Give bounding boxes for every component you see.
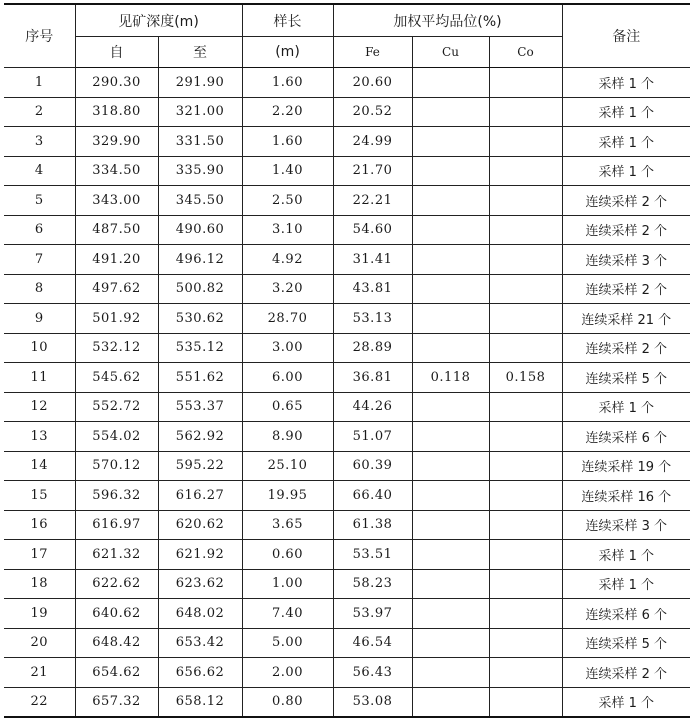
table-row (4, 481, 690, 511)
cell-co-grade (489, 569, 562, 599)
cell-cu-grade (412, 245, 489, 275)
cell-no: 6 (4, 215, 75, 245)
cell-co-grade (489, 333, 562, 363)
cell-no: 22 (4, 687, 75, 717)
cell-sample-length: 19.95 (242, 481, 333, 511)
cell-depth-from: 622.62 (75, 569, 158, 599)
cell-co-grade (489, 658, 562, 688)
cell-fe-grade: 54.60 (333, 215, 412, 245)
cell-depth-to: 620.62 (158, 510, 242, 540)
cell-note: 连续采样 2 个 (562, 186, 690, 216)
cell-note: 连续采样 2 个 (562, 215, 690, 245)
cell-note: 采样 1 个 (562, 156, 690, 186)
cell-co-grade (489, 127, 562, 157)
table-row (4, 186, 690, 216)
cell-cu-grade (412, 569, 489, 599)
cell-sample-length: 1.60 (242, 127, 333, 157)
cell-co-grade (489, 451, 562, 481)
cell-depth-from: 552.72 (75, 392, 158, 422)
cell-sample-length: 3.65 (242, 510, 333, 540)
header-length: 样长 (242, 4, 333, 37)
cell-depth-from: 532.12 (75, 333, 158, 363)
cell-sample-length: 25.10 (242, 451, 333, 481)
cell-cu-grade (412, 628, 489, 658)
cell-cu-grade (412, 392, 489, 422)
cell-no: 11 (4, 363, 75, 393)
cell-sample-length: 2.20 (242, 97, 333, 127)
cell-co-grade (489, 628, 562, 658)
cell-depth-from: 487.50 (75, 215, 158, 245)
cell-fe-grade: 51.07 (333, 422, 412, 452)
cell-note: 连续采样 3 个 (562, 510, 690, 540)
cell-cu-grade (412, 687, 489, 717)
cell-co-grade (489, 599, 562, 629)
cell-depth-from: 570.12 (75, 451, 158, 481)
table-row (4, 510, 690, 540)
cell-note: 采样 1 个 (562, 68, 690, 98)
cell-co-grade (489, 540, 562, 570)
cell-depth-from: 648.42 (75, 628, 158, 658)
table-row (4, 274, 690, 304)
cell-cu-grade (412, 422, 489, 452)
cell-depth-from: 545.62 (75, 363, 158, 393)
cell-note: 连续采样 5 个 (562, 363, 690, 393)
cell-co-grade (489, 245, 562, 275)
cell-no: 14 (4, 451, 75, 481)
header-from: 自 (75, 37, 158, 68)
cell-sample-length: 3.20 (242, 274, 333, 304)
cell-fe-grade: 46.54 (333, 628, 412, 658)
cell-co-grade (489, 392, 562, 422)
header-co: Co (489, 37, 562, 68)
cell-depth-to: 496.12 (158, 245, 242, 275)
cell-depth-from: 657.32 (75, 687, 158, 717)
cell-depth-to: 551.62 (158, 363, 242, 393)
cell-no: 7 (4, 245, 75, 275)
table-header (4, 4, 690, 68)
table-row (4, 245, 690, 275)
cell-cu-grade (412, 481, 489, 511)
cell-depth-to: 345.50 (158, 186, 242, 216)
cell-co-grade (489, 304, 562, 334)
cell-no: 1 (4, 68, 75, 98)
table-row (4, 156, 690, 186)
cell-sample-length: 5.00 (242, 628, 333, 658)
cell-sample-length: 1.00 (242, 569, 333, 599)
cell-fe-grade: 31.41 (333, 245, 412, 275)
cell-co-grade (489, 97, 562, 127)
header-depth: 见矿深度(m) (75, 4, 242, 37)
cell-cu-grade (412, 97, 489, 127)
header-fe: Fe (333, 37, 412, 68)
cell-fe-grade: 53.51 (333, 540, 412, 570)
cell-no: 4 (4, 156, 75, 186)
cell-depth-from: 554.02 (75, 422, 158, 452)
cell-depth-from: 497.62 (75, 274, 158, 304)
cell-co-grade (489, 510, 562, 540)
table-row (4, 215, 690, 245)
cell-co-grade (489, 68, 562, 98)
cell-no: 19 (4, 599, 75, 629)
cell-fe-grade: 36.81 (333, 363, 412, 393)
header-note: 备注 (562, 4, 690, 68)
table-row (4, 658, 690, 688)
header-length-unit: (m) (242, 37, 333, 68)
cell-depth-to: 658.12 (158, 687, 242, 717)
cell-no: 2 (4, 97, 75, 127)
table-row (4, 628, 690, 658)
cell-no: 12 (4, 392, 75, 422)
cell-fe-grade: 21.70 (333, 156, 412, 186)
cell-depth-from: 501.92 (75, 304, 158, 334)
cell-depth-from: 343.00 (75, 186, 158, 216)
cell-fe-grade: 20.52 (333, 97, 412, 127)
table-row (4, 363, 690, 393)
cell-cu-grade (412, 186, 489, 216)
cell-fe-grade: 20.60 (333, 68, 412, 98)
table-row (4, 599, 690, 629)
cell-fe-grade: 61.38 (333, 510, 412, 540)
table-row (4, 304, 690, 334)
cell-co-grade (489, 422, 562, 452)
cell-sample-length: 0.80 (242, 687, 333, 717)
cell-note: 采样 1 个 (562, 540, 690, 570)
cell-fe-grade: 60.39 (333, 451, 412, 481)
table-row (4, 687, 690, 717)
ore-sampling-table (4, 3, 690, 718)
cell-depth-from: 621.32 (75, 540, 158, 570)
cell-depth-to: 595.22 (158, 451, 242, 481)
cell-sample-length: 2.00 (242, 658, 333, 688)
cell-no: 20 (4, 628, 75, 658)
cell-sample-length: 0.65 (242, 392, 333, 422)
cell-sample-length: 28.70 (242, 304, 333, 334)
cell-depth-to: 490.60 (158, 215, 242, 245)
table-row (4, 97, 690, 127)
cell-cu-grade (412, 215, 489, 245)
cell-sample-length: 2.50 (242, 186, 333, 216)
cell-depth-from: 640.62 (75, 599, 158, 629)
cell-depth-from: 654.62 (75, 658, 158, 688)
cell-depth-to: 321.00 (158, 97, 242, 127)
cell-depth-from: 290.30 (75, 68, 158, 98)
cell-cu-grade (412, 540, 489, 570)
cell-sample-length: 1.40 (242, 156, 333, 186)
cell-depth-to: 621.92 (158, 540, 242, 570)
header-cu: Cu (412, 37, 489, 68)
table-row (4, 540, 690, 570)
cell-depth-to: 562.92 (158, 422, 242, 452)
cell-depth-to: 530.62 (158, 304, 242, 334)
cell-fe-grade: 24.99 (333, 127, 412, 157)
cell-depth-to: 291.90 (158, 68, 242, 98)
cell-fe-grade: 53.08 (333, 687, 412, 717)
cell-cu-grade (412, 304, 489, 334)
table-row (4, 68, 690, 98)
cell-cu-grade (412, 510, 489, 540)
cell-no: 16 (4, 510, 75, 540)
cell-cu-grade (412, 599, 489, 629)
cell-sample-length: 0.60 (242, 540, 333, 570)
cell-note: 连续采样 19 个 (562, 451, 690, 481)
cell-depth-from: 329.90 (75, 127, 158, 157)
cell-depth-to: 656.62 (158, 658, 242, 688)
cell-depth-from: 491.20 (75, 245, 158, 275)
cell-depth-to: 331.50 (158, 127, 242, 157)
cell-note: 连续采样 16 个 (562, 481, 690, 511)
cell-fe-grade: 44.26 (333, 392, 412, 422)
header-grade: 加权平均品位(%) (333, 4, 562, 37)
cell-note: 连续采样 2 个 (562, 333, 690, 363)
cell-co-grade (489, 481, 562, 511)
cell-co-grade (489, 215, 562, 245)
cell-cu-grade (412, 68, 489, 98)
cell-depth-to: 653.42 (158, 628, 242, 658)
cell-fe-grade: 28.89 (333, 333, 412, 363)
cell-no: 9 (4, 304, 75, 334)
cell-no: 13 (4, 422, 75, 452)
table-row (4, 333, 690, 363)
cell-depth-to: 648.02 (158, 599, 242, 629)
cell-depth-to: 335.90 (158, 156, 242, 186)
cell-note: 采样 1 个 (562, 687, 690, 717)
cell-depth-to: 500.82 (158, 274, 242, 304)
cell-depth-to: 623.62 (158, 569, 242, 599)
cell-co-grade (489, 687, 562, 717)
table-row (4, 422, 690, 452)
cell-cu-grade (412, 451, 489, 481)
cell-cu-grade: 0.118 (412, 363, 489, 393)
cell-note: 连续采样 5 个 (562, 628, 690, 658)
cell-note: 采样 1 个 (562, 97, 690, 127)
cell-fe-grade: 22.21 (333, 186, 412, 216)
cell-depth-from: 334.50 (75, 156, 158, 186)
table-body (4, 68, 690, 718)
cell-depth-from: 318.80 (75, 97, 158, 127)
cell-fe-grade: 43.81 (333, 274, 412, 304)
cell-sample-length: 7.40 (242, 599, 333, 629)
cell-sample-length: 8.90 (242, 422, 333, 452)
cell-fe-grade: 58.23 (333, 569, 412, 599)
cell-note: 采样 1 个 (562, 392, 690, 422)
cell-no: 17 (4, 540, 75, 570)
cell-co-grade (489, 274, 562, 304)
cell-note: 连续采样 3 个 (562, 245, 690, 275)
cell-sample-length: 4.92 (242, 245, 333, 275)
cell-co-grade (489, 156, 562, 186)
header-to: 至 (158, 37, 242, 68)
cell-no: 5 (4, 186, 75, 216)
cell-note: 连续采样 21 个 (562, 304, 690, 334)
cell-sample-length: 6.00 (242, 363, 333, 393)
cell-cu-grade (412, 274, 489, 304)
cell-no: 15 (4, 481, 75, 511)
header-no: 序号 (4, 4, 75, 68)
cell-depth-to: 616.27 (158, 481, 242, 511)
cell-sample-length: 1.60 (242, 68, 333, 98)
cell-no: 21 (4, 658, 75, 688)
cell-depth-from: 596.32 (75, 481, 158, 511)
cell-sample-length: 3.00 (242, 333, 333, 363)
cell-sample-length: 3.10 (242, 215, 333, 245)
cell-note: 连续采样 2 个 (562, 274, 690, 304)
cell-cu-grade (412, 156, 489, 186)
cell-no: 18 (4, 569, 75, 599)
table-row (4, 392, 690, 422)
cell-cu-grade (412, 658, 489, 688)
cell-no: 10 (4, 333, 75, 363)
cell-note: 采样 1 个 (562, 569, 690, 599)
cell-cu-grade (412, 333, 489, 363)
cell-note: 连续采样 6 个 (562, 422, 690, 452)
cell-fe-grade: 53.13 (333, 304, 412, 334)
table-row (4, 127, 690, 157)
table-row (4, 451, 690, 481)
cell-co-grade (489, 186, 562, 216)
cell-depth-to: 553.37 (158, 392, 242, 422)
cell-note: 采样 1 个 (562, 127, 690, 157)
cell-co-grade: 0.158 (489, 363, 562, 393)
cell-cu-grade (412, 127, 489, 157)
cell-fe-grade: 53.97 (333, 599, 412, 629)
table-row (4, 569, 690, 599)
cell-no: 8 (4, 274, 75, 304)
cell-depth-from: 616.97 (75, 510, 158, 540)
cell-note: 连续采样 6 个 (562, 599, 690, 629)
cell-no: 3 (4, 127, 75, 157)
cell-note: 连续采样 2 个 (562, 658, 690, 688)
cell-fe-grade: 56.43 (333, 658, 412, 688)
cell-depth-to: 535.12 (158, 333, 242, 363)
cell-fe-grade: 66.40 (333, 481, 412, 511)
